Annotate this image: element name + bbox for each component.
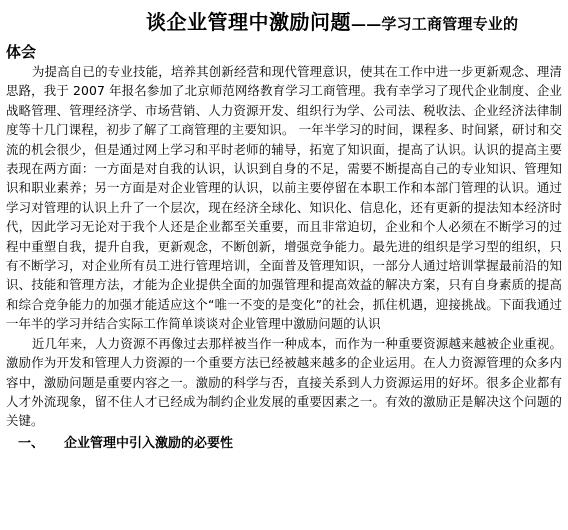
- body-paragraph-2: 近几年来，人力资源不再像过去那样被当作一种成本，而作为一种重要资源越来越被企业重视。激励作为开发和管理人力资源的一个重要方法已经被越来越多的企业运用。在人力资源管理的众多内容中，激励问题是重要内容之一。激励的科学与否，直接关系到人力资源运用的好坏。很多企业都有人才外流现象，留不住人才已经成为制约企业发展的重要因素之一。有效的激励正是解决这个问题的关键。: [6, 335, 562, 429]
- title-dash: ——: [351, 15, 382, 33]
- body-paragraph-1: 为提高自已的专业技能，培养其创新经营和现代管理意识，使其在工作中进一步更新观念、理清思路，我于 2007 年报名参加了北京师范网络教育学习工商管理。我有幸学习了现代企业制度、企业战略管理、管理经济学、市场营销、人力资源开发、组织行为学、公司法、税收法、企业经济法律制度等十几门课程，初步了解了工商管理的主要知识。 一年半学习的时间，课程多、时间紧，研讨和交流的机会很少，但是通过网上学习和平时老师的辅导，拓宽了知识面，提高了认识。认识的提高主要表现在两方面：一方面是对自我的认识，认识到自身的不足，需要不断提高自己的专业知识、管理知识和职业素养；另一方面是对企业管理的认识，以前主要停留在本职工作和本部门管理的认识。通过学习对管理的认识上升了一个层次，现在经济全球化、知识化、信息化，还有更新的提法知本经济时代，因此学习无论对于我个人还是企业都至关重要，而且非常迫切，企业和个人必须在不断学习的过程中重塑自我，提升自我，更新观念，不断创新，增强竞争能力。最先进的组织是学习型的组织，只有不断学习，对企业所有员工进行管理培训，全面普及管理知识，一部分人通过培训掌握最前沿的知识、技能和管理方法，才能为企业提供全面的加强管理和提高效益的解决方案，只有自身素质的提高和综合竞争能力的加强才能适应这个“唯一不变的是变化”的社会，抓住机遇，迎接挑战。下面我通过一年半的学习并结合实际工作简单谈谈对企业管理中激励问题的认识: [6, 64, 562, 332]
- title-subtitle-part-a: 学习工商管理专业的: [381, 15, 519, 33]
- document-title: [6, 8, 562, 38]
- section-heading: [6, 434, 562, 454]
- section-heading-number: 一、: [18, 435, 45, 451]
- title-subtitle-part-b: 体会: [6, 43, 37, 61]
- section-heading-text: 企业管理中引入激励的必要性: [64, 435, 234, 451]
- title-main: 谈企业管理中激励问题: [146, 10, 351, 34]
